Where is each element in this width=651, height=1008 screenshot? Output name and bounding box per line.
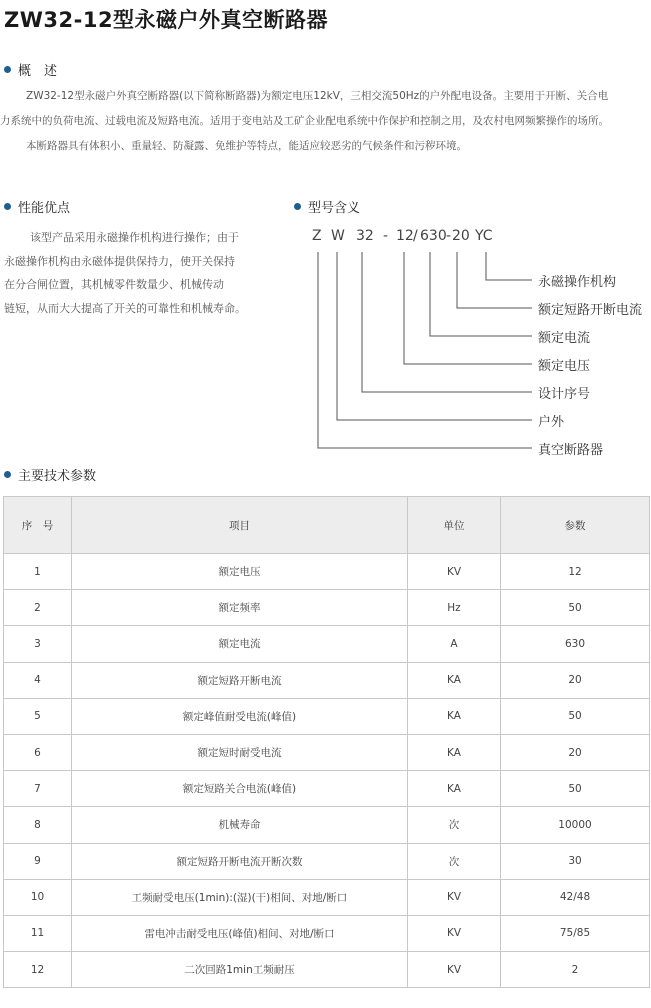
column-header: 序 号 xyxy=(4,497,72,554)
table-cell: 20 xyxy=(501,734,650,770)
table-cell: KA xyxy=(408,662,501,698)
code-part: / xyxy=(413,228,418,244)
table-cell: A xyxy=(408,626,501,662)
table-cell: 工频耐受电压(1min):(湿)(干)相间、对地/断口 xyxy=(72,879,408,915)
connector-line xyxy=(318,252,532,448)
table-cell: 2 xyxy=(501,952,650,988)
table-cell: 4 xyxy=(4,662,72,698)
meaning-label: 额定短路开断电流 xyxy=(538,303,643,318)
code-part: 12 xyxy=(396,228,414,244)
table-cell: KV xyxy=(408,952,501,988)
features-line: 链短，从而大大提高了开关的可靠性和机械寿命。 xyxy=(4,301,246,315)
table-row xyxy=(4,807,650,843)
table-row xyxy=(4,662,650,698)
table-cell: 3 xyxy=(4,626,72,662)
table-cell: KV xyxy=(408,915,501,951)
overview-line: ZW32-12型永磁户外真空断路器(以下简称断路器)为额定电压12kV，三相交流50Hz的户外配电设备。主要用于开断、关合电 xyxy=(26,90,609,102)
meaning-label: 永磁操作机构 xyxy=(538,275,617,290)
column-header: 单位 xyxy=(408,497,501,554)
meaning-label: 额定电流 xyxy=(538,331,591,346)
table-row xyxy=(4,915,650,951)
params-table xyxy=(3,496,650,988)
table-cell: KA xyxy=(408,771,501,807)
table-cell: 6 xyxy=(4,734,72,770)
table-cell: KA xyxy=(408,698,501,734)
table-row xyxy=(4,771,650,807)
table-cell: 630 xyxy=(501,626,650,662)
table-row xyxy=(4,952,650,988)
code-part: Z xyxy=(312,228,322,244)
table-cell: 11 xyxy=(4,915,72,951)
features-line: 在分合闸位置，其机械零件数量少、机械传动 xyxy=(4,278,224,291)
table-cell: KV xyxy=(408,879,501,915)
table-cell: 9 xyxy=(4,843,72,879)
table-row xyxy=(4,843,650,879)
table-cell: 75/85 xyxy=(501,915,650,951)
connector-line xyxy=(430,252,532,336)
code-part: 32 xyxy=(356,228,374,244)
table-cell: 额定频率 xyxy=(72,590,408,626)
table-cell: 二次回路1min工频耐压 xyxy=(72,952,408,988)
table-cell: 额定峰值耐受电流(峰值) xyxy=(72,698,408,734)
table-cell: 额定短路关合电流(峰值) xyxy=(72,771,408,807)
meaning-label: 额定电压 xyxy=(538,359,591,374)
table-cell: 2 xyxy=(4,590,72,626)
connector-line xyxy=(362,252,532,392)
features-line: 永磁操作机构由永磁体提供保持力，使开关保持 xyxy=(4,254,235,268)
table-cell: 额定短路开断电流 xyxy=(72,662,408,698)
params-heading xyxy=(4,465,96,484)
table-cell: KV xyxy=(408,554,501,590)
table-cell: 12 xyxy=(4,952,72,988)
table-cell: 30 xyxy=(501,843,650,879)
table-cell: 12 xyxy=(501,554,650,590)
table-cell: 42/48 xyxy=(501,879,650,915)
table-cell: 额定短时耐受电流 xyxy=(72,734,408,770)
code-part: 630 xyxy=(420,228,447,244)
bullet-icon xyxy=(4,471,11,478)
table-cell: 50 xyxy=(501,771,650,807)
table-cell: 次 xyxy=(408,807,501,843)
table-cell: 7 xyxy=(4,771,72,807)
table-cell: 5 xyxy=(4,698,72,734)
code-part: W xyxy=(331,228,345,244)
table-row xyxy=(4,879,650,915)
meaning-label: 户外 xyxy=(538,415,565,430)
overview-line: 力系统中的负荷电流、过载电流及短路电流。适用于变电站及工矿企业配电系统中作保护和控制之用，及农村电网频繁操作的场所。 xyxy=(0,115,609,127)
table-cell: 8 xyxy=(4,807,72,843)
params-heading-text: 主要技术参数 xyxy=(18,469,97,484)
table-header-row xyxy=(4,497,650,554)
meaning-label: 真空断路器 xyxy=(538,443,604,458)
table-cell: 机械寿命 xyxy=(72,807,408,843)
table-body xyxy=(4,554,650,988)
code-part: 20 xyxy=(452,228,470,244)
table-cell: Hz xyxy=(408,590,501,626)
page-title: ZW32-12型永磁户外真空断路器 xyxy=(4,8,329,32)
features-line: 该型产品采用永磁操作机构进行操作；由于 xyxy=(30,231,239,244)
table-cell: 额定短路开断电流开断次数 xyxy=(72,843,408,879)
table-cell: 次 xyxy=(408,843,501,879)
table-cell: 10 xyxy=(4,879,72,915)
table-row xyxy=(4,554,650,590)
model-heading-text: 型号含义 xyxy=(308,201,361,216)
code-part: - xyxy=(383,228,389,244)
column-header: 项目 xyxy=(72,497,408,554)
table-row xyxy=(4,626,650,662)
table-cell: KA xyxy=(408,734,501,770)
table-cell: 额定电流 xyxy=(72,626,408,662)
table-cell: 1 xyxy=(4,554,72,590)
table-row xyxy=(4,734,650,770)
table-cell: 50 xyxy=(501,698,650,734)
table-row xyxy=(4,698,650,734)
table-cell: 额定电压 xyxy=(72,554,408,590)
connector-line xyxy=(486,252,532,280)
table-cell: 雷电冲击耐受电压(峰值)相间、对地/断口 xyxy=(72,915,408,951)
code-part: - xyxy=(446,228,452,244)
features-heading-text: 性能优点 xyxy=(18,201,71,216)
table-cell: 10000 xyxy=(501,807,650,843)
table-row xyxy=(4,590,650,626)
table-cell: 20 xyxy=(501,662,650,698)
table-cell: 50 xyxy=(501,590,650,626)
meaning-label: 设计序号 xyxy=(538,387,591,402)
overview-heading-text: 概 述 xyxy=(18,64,58,79)
overview-line: 本断路器具有体积小、重量轻、防凝露、免维护等特点，能适应较恶劣的气候条件和污秽环境。 xyxy=(26,140,467,152)
column-header: 参数 xyxy=(501,497,650,554)
code-part: YC xyxy=(475,228,493,244)
